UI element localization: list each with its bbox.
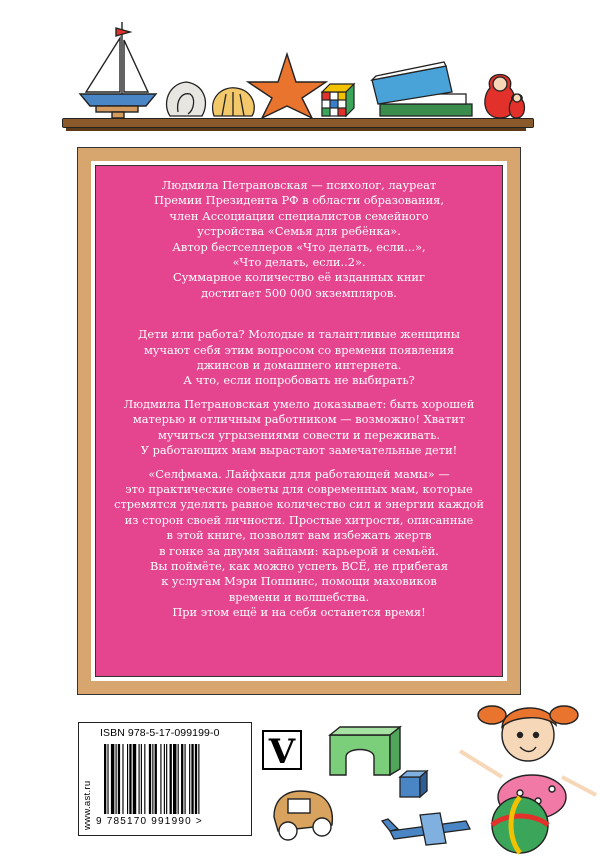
scallop-shell-icon — [213, 88, 255, 116]
text-line: это практические советы для современных мам, которые — [125, 481, 473, 496]
back-cover-text — [95, 178, 503, 635]
text-line: стремятся уделять равное количество сил и энергии каждой — [114, 497, 484, 512]
barcode-bars — [104, 744, 244, 814]
publisher-website: www.ast.ru — [82, 780, 93, 830]
seashell-icon — [167, 82, 206, 116]
text-line: «Что делать, если..2». — [232, 255, 366, 270]
text-line: Людмила Петрановская умело доказывает: быть хорошей — [123, 396, 475, 411]
isbn-number: ISBN 978-5-17-099199-0 — [100, 727, 220, 739]
text-line: достигает 500 000 экземпляров. — [201, 285, 397, 300]
toys-illustration — [270, 685, 600, 858]
publisher-logo-letter: V — [268, 732, 296, 770]
text-line: «Селфмама. Лайфхаки для работающей мамы» — — [148, 466, 450, 481]
matryoshka-doll-icon — [485, 75, 525, 119]
text-line: Автор бестселлеров «Что делать, если...», — [172, 239, 426, 254]
text-line: матерью и отличным работником — возможно! Хватит — [132, 412, 466, 427]
text-line: Премии Президента РФ в области образования, — [154, 193, 444, 208]
text-line: устройства «Семья для ребёнка». — [197, 224, 401, 239]
text-line: При этом ещё и на себя останется время! — [172, 605, 426, 620]
books-stack-icon — [372, 62, 472, 116]
top-shelf-illustration — [0, 0, 600, 140]
text-line: мучиться угрызениями совести и переживать. — [157, 427, 441, 442]
intro-paragraph — [95, 327, 503, 389]
toy-car-icon — [274, 791, 332, 840]
shelf-board — [62, 118, 534, 128]
text-line: А что, если попробовать не выбирать? — [183, 373, 415, 388]
starfish-icon — [248, 54, 326, 118]
text-line: У работающих мам вырастают замечательные дети! — [140, 443, 458, 458]
text-line: Вы поймёте, как можно успеть ВСЁ, не прибегая — [149, 558, 449, 573]
text-line: Людмила Петрановская — психолог, лауреат — [161, 178, 437, 192]
book-description-paragraph — [95, 467, 503, 621]
ean-number: 9 785170 991990 > — [96, 816, 203, 827]
rubik-cube-icon — [322, 84, 354, 116]
text-line: в этой книге, позволят вам избежать жертв — [166, 528, 432, 543]
toy-cube-icon — [400, 771, 427, 797]
arch-block-icon — [330, 727, 400, 775]
text-line: из сторон своей личности. Простые хитрости, описанные — [124, 512, 474, 527]
text-line: Дети или работа? Молодые и талантливые женщины — [138, 327, 460, 342]
sailboat-icon — [80, 22, 156, 118]
about-author-paragraph — [95, 178, 503, 301]
shelf-shadow — [66, 128, 526, 131]
text-line: к услугам Мэри Поппинс, помощи маховиков — [161, 574, 437, 589]
text-line: мучают себя этим вопросом со времени появления — [143, 342, 455, 357]
text-line: член Ассоциации специалистов семейного — [169, 208, 429, 223]
toy-plane-icon — [382, 813, 470, 845]
striped-ball-icon — [492, 797, 548, 853]
text-line: в гонке за двумя зайцами: карьерой и семьёй. — [159, 543, 439, 558]
argument-paragraph — [95, 397, 503, 459]
text-line: времени и волшебства. — [228, 589, 370, 604]
text-line: джинсов и домашнего интернета. — [196, 358, 402, 373]
text-line: Суммарное количество её изданных книг — [173, 270, 425, 285]
